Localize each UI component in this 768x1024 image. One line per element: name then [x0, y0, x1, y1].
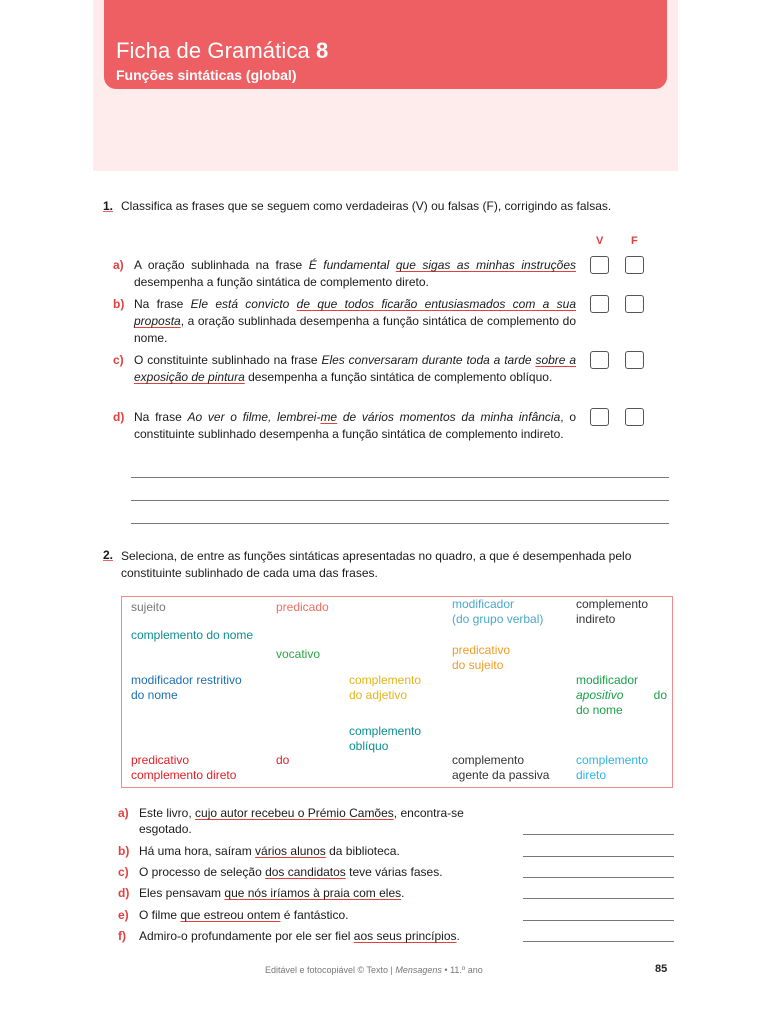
fn-modificador-restritivo [131, 673, 242, 703]
fn-sujeito: sujeito [131, 600, 166, 614]
fn-line: do [276, 753, 290, 767]
answer-line-f[interactable] [523, 941, 674, 942]
fn-line: indireto [576, 612, 616, 626]
item-text: desempenha a função sintática de complemento direto. [134, 275, 429, 289]
item-text: , a oração sublinhada desempenha a função sintática de complemento do nome. [134, 314, 576, 345]
checkbox-a-f[interactable] [625, 256, 644, 274]
page-subtitle: Funções sintáticas (global) [116, 67, 297, 83]
q1-item-a [114, 257, 576, 291]
fn-vocativo: vocativo [276, 647, 321, 661]
answer-line-1[interactable] [131, 477, 669, 478]
v-column-label: V [596, 235, 604, 247]
fn-line: predicativo [131, 753, 190, 767]
sentence-text: esgotado. [139, 822, 192, 836]
question-1-number: 1. [103, 199, 114, 213]
page-number: 85 [655, 963, 668, 975]
item-text: , o constituinte sublinhado desempenha a função sintática de complemento indireto. [134, 410, 577, 441]
checkbox-c-v[interactable] [590, 351, 609, 369]
fn-line: complemento [349, 724, 422, 738]
question-2-number: 2. [103, 548, 114, 562]
f-column-label: F [631, 235, 638, 247]
q1-item-c [114, 352, 576, 386]
item-text: Na frase [134, 297, 191, 311]
question-2-prompt: Seleciona, de entre as funções sintáticas apresentadas no quadro, a que é desempenhada pelo constituinte sublinhado de cada uma das frases. [121, 549, 632, 580]
title-text: Ficha de Gramática [116, 38, 310, 63]
answer-line-a[interactable] [523, 834, 674, 835]
fn-predicativo-sujeito [452, 643, 510, 673]
q2-sentence-a [118, 805, 464, 837]
q2-sentence-c [118, 864, 443, 880]
sentence-text: é fantástico. [280, 908, 349, 922]
item-letter: d) [113, 410, 125, 424]
title-bar [104, 0, 667, 89]
fn-complemento-obliquo [349, 724, 421, 754]
fn-line: do sujeito [452, 658, 504, 672]
footer-text: Editável e fotocopiável © Texto | [265, 965, 396, 975]
fn-line: complemento [576, 597, 649, 611]
sentence-underlined: que estreou ontem [180, 908, 281, 922]
item-text: A oração sublinhada na frase [134, 258, 309, 272]
item-text: Na frase [134, 410, 188, 424]
answer-line-b[interactable] [523, 856, 674, 857]
fn-predicado: predicado [276, 600, 329, 614]
sentence-text: , encontra-se [393, 806, 464, 820]
footer-text: • 11.º ano [441, 965, 483, 975]
q1-item-d [114, 409, 576, 443]
fn-predicativo-complemento-direto [131, 753, 291, 783]
fn-line: do nome [576, 703, 623, 717]
fn-line: agente da passiva [452, 768, 550, 782]
sentence-underlined: que nós iríamos à praia com eles [224, 886, 402, 900]
sentence-text: da biblioteca. [325, 844, 400, 858]
sentence-letter: c) [118, 865, 129, 879]
sentence-letter: e) [118, 908, 129, 922]
item-italic: Eles conversaram durante toda a tarde [321, 353, 536, 367]
sentence-text: Há uma hora, saíram [139, 844, 256, 858]
fn-line: complemento [452, 753, 525, 767]
sentence-letter: a) [118, 806, 129, 820]
checkbox-a-v[interactable] [590, 256, 609, 274]
fn-line: modificador [452, 597, 515, 611]
fn-complemento-nome: complemento do nome [131, 628, 254, 642]
fn-line: (do grupo verbal) [452, 612, 544, 626]
item-italic: É fundamental [308, 258, 396, 272]
item-letter: a) [113, 258, 124, 272]
item-italic: Ao ver o filme, lembrei- [187, 410, 321, 424]
fn-complemento-adjetivo [349, 673, 421, 703]
sentence-text: Este livro, [139, 806, 196, 820]
fn-line: direto [576, 768, 607, 782]
sentence-text: O processo de seleção [139, 865, 266, 879]
answer-line-2[interactable] [131, 500, 669, 501]
checkbox-c-f[interactable] [625, 351, 644, 369]
fn-modificador-gv [452, 597, 543, 627]
fn-line: do [653, 688, 667, 702]
fn-line: do nome [131, 688, 178, 702]
fn-line: do adjetivo [349, 688, 408, 702]
q2-sentence-e [118, 907, 348, 923]
sentence-underlined: vários alunos [255, 844, 326, 858]
q2-sentence-f [118, 928, 460, 944]
item-italic: Ele está convicto [190, 297, 297, 311]
fn-line: oblíquo [349, 739, 389, 753]
q1-item-b [114, 296, 576, 347]
sentence-letter: d) [118, 886, 130, 900]
sentence-underlined: dos candidatos [265, 865, 346, 879]
checkbox-d-f[interactable] [625, 408, 644, 426]
answer-line-3[interactable] [131, 523, 669, 524]
answer-line-d[interactable] [523, 898, 674, 899]
footer-credits [265, 965, 483, 975]
checkbox-b-f[interactable] [625, 295, 644, 313]
item-italic: de vários momentos da minha infância [337, 410, 561, 424]
item-underlined: que sigas as minhas instruções [395, 258, 577, 272]
answer-line-e[interactable] [523, 920, 674, 921]
fn-line: modificador [576, 673, 639, 687]
fn-modificador-apositivo [576, 673, 667, 718]
q2-sentence-d [118, 885, 405, 901]
item-letter: b) [113, 297, 125, 311]
fn-complemento-direto [576, 753, 648, 783]
footer-book: Mensagens [395, 965, 442, 975]
item-letter: c) [113, 353, 124, 367]
sentence-letter: f) [118, 929, 126, 943]
fn-line: apositivo [576, 688, 624, 702]
item-underlined: sobre a exposição de pintura [134, 353, 576, 384]
item-text: desempenha a função sintática de complemento oblíquo. [244, 370, 553, 384]
fn-complemento-agente-passiva [452, 753, 549, 783]
sentence-text: teve várias fases. [345, 865, 443, 879]
title-number: 8 [315, 38, 329, 63]
sentence-text: Eles pensavam [139, 886, 225, 900]
item-underlined: me [320, 410, 338, 424]
fn-line: complemento [349, 673, 422, 687]
fn-line: complemento direto [131, 768, 237, 782]
sentence-text: O filme [139, 908, 181, 922]
answer-line-c[interactable] [523, 877, 674, 878]
checkbox-d-v[interactable] [590, 408, 609, 426]
page-title [116, 38, 328, 64]
item-underlined: de que todos ficarão entusiasmados com a sua proposta [134, 297, 577, 328]
q2-sentence-b [118, 843, 400, 859]
sentence-letter: b) [118, 844, 130, 858]
checkbox-b-v[interactable] [590, 295, 609, 313]
item-text: O constituinte sublinhado na frase [134, 353, 322, 367]
fn-line: predicativo [452, 643, 511, 657]
sentence-underlined: cujo autor recebeu o Prémio Camões [195, 806, 394, 820]
fn-line: complemento [576, 753, 649, 767]
sentence-underlined: aos seus princípios [353, 929, 457, 943]
sentence-text: . [401, 886, 405, 900]
fn-complemento-indireto [576, 597, 648, 627]
sentence-text: . [456, 929, 460, 943]
sentence-text: Admiro-o profundamente por ele ser fiel [139, 929, 354, 943]
question-1-prompt: Classifica as frases que se seguem como verdadeiras (V) ou falsas (F), corrigindo as falsas. [121, 199, 612, 213]
fn-line: modificador restritivo [131, 673, 242, 687]
